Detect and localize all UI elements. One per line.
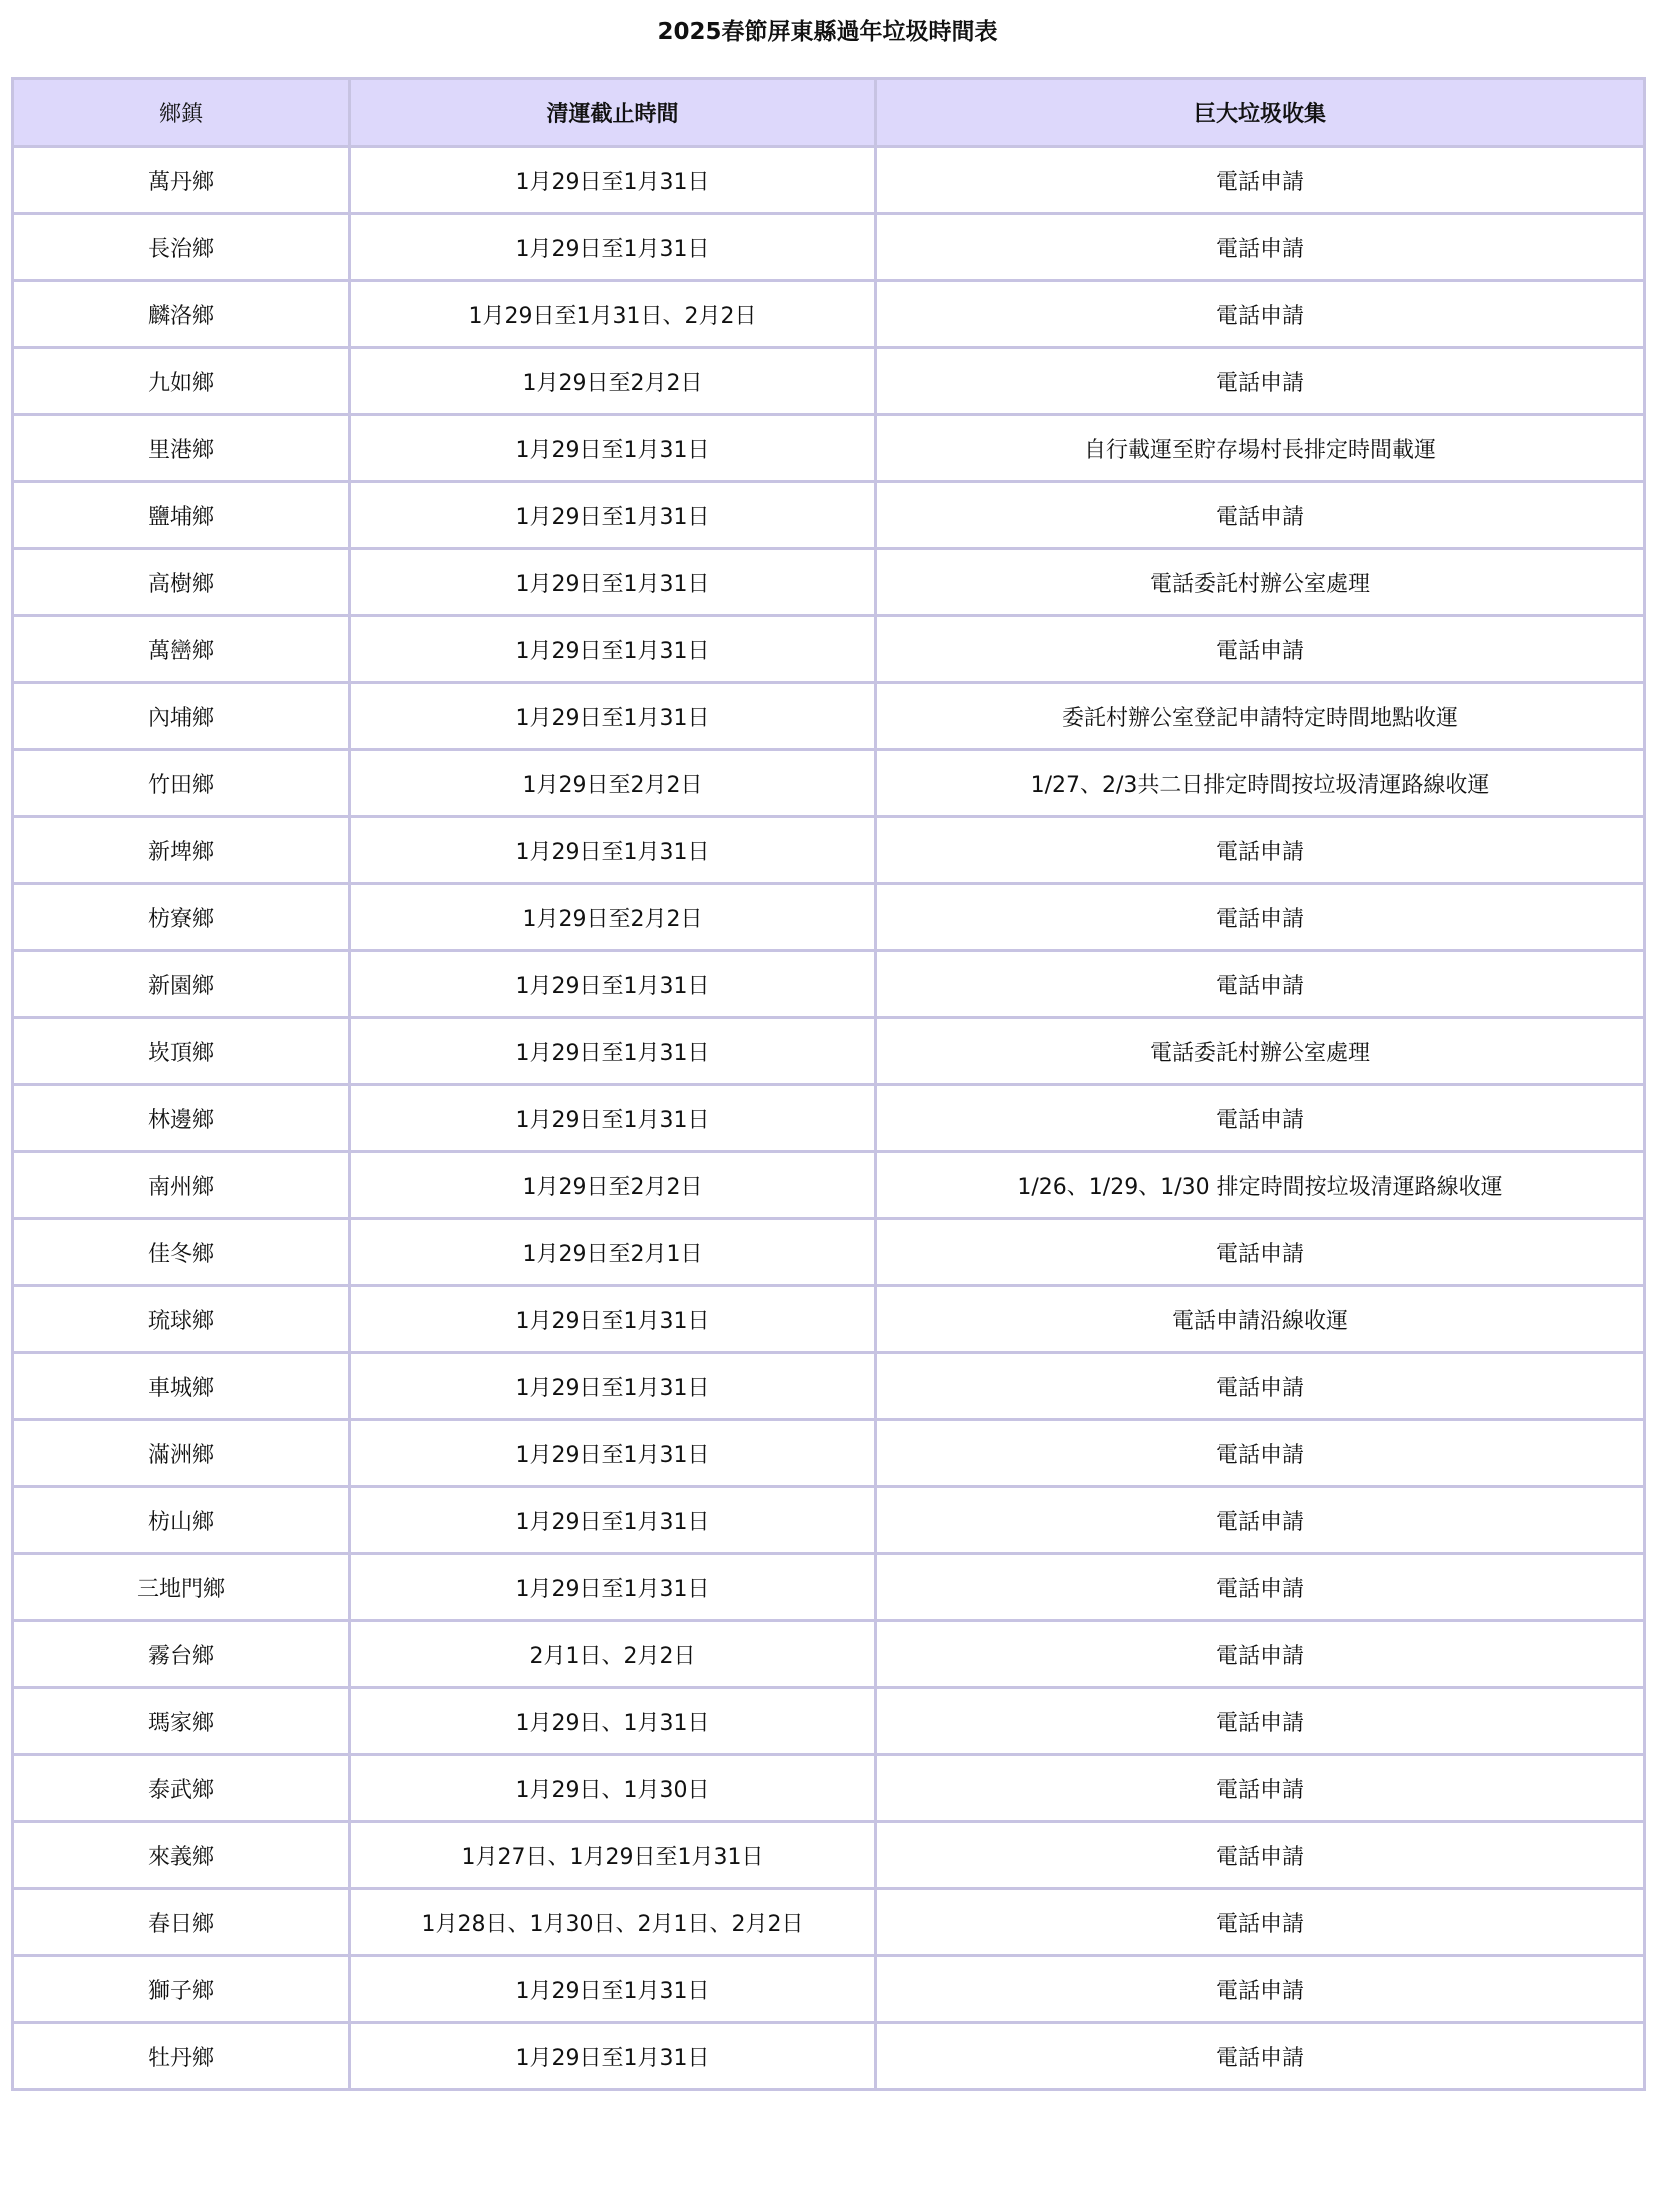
cell-collection-deadline: 1月29日至1月31日 xyxy=(350,482,876,549)
cell-township: 春日鄉 xyxy=(13,1889,350,1956)
cell-collection-deadline: 1月29日至1月31日 xyxy=(350,147,876,214)
cell-bulky-waste-collection: 電話委託村辦公室處理 xyxy=(876,1018,1645,1085)
cell-collection-deadline: 1月29日至1月31日 xyxy=(350,1018,876,1085)
table-row xyxy=(13,1688,1645,1755)
cell-township: 泰武鄉 xyxy=(13,1755,350,1822)
cell-township: 牡丹鄉 xyxy=(13,2023,350,2090)
cell-bulky-waste-collection: 電話申請 xyxy=(876,1755,1645,1822)
cell-township: 瑪家鄉 xyxy=(13,1688,350,1755)
cell-township: 獅子鄉 xyxy=(13,1956,350,2023)
garbage-schedule-table xyxy=(11,77,1646,2091)
table-row xyxy=(13,1755,1645,1822)
table-row xyxy=(13,1621,1645,1688)
cell-collection-deadline: 1月29日、1月31日 xyxy=(350,1688,876,1755)
cell-collection-deadline: 1月29日至1月31日 xyxy=(350,616,876,683)
table-row xyxy=(13,2023,1645,2090)
cell-township: 九如鄉 xyxy=(13,348,350,415)
table-row xyxy=(13,817,1645,884)
table-row xyxy=(13,884,1645,951)
cell-bulky-waste-collection: 1/27、2/3共二日排定時間按垃圾清運路線收運 xyxy=(876,750,1645,817)
cell-bulky-waste-collection: 電話申請沿線收運 xyxy=(876,1286,1645,1353)
cell-bulky-waste-collection: 電話申請 xyxy=(876,1621,1645,1688)
table-row xyxy=(13,1085,1645,1152)
table-row xyxy=(13,616,1645,683)
cell-township: 萬巒鄉 xyxy=(13,616,350,683)
cell-bulky-waste-collection: 電話申請 xyxy=(876,1554,1645,1621)
cell-township: 竹田鄉 xyxy=(13,750,350,817)
table-row xyxy=(13,348,1645,415)
cell-township: 林邊鄉 xyxy=(13,1085,350,1152)
cell-collection-deadline: 1月29日至1月31日 xyxy=(350,549,876,616)
header-township: 鄉鎮 xyxy=(13,79,350,147)
cell-bulky-waste-collection: 電話申請 xyxy=(876,2023,1645,2090)
cell-collection-deadline: 1月29日至1月31日 xyxy=(350,1286,876,1353)
cell-collection-deadline: 1月29日至1月31日 xyxy=(350,1085,876,1152)
cell-collection-deadline: 1月29日至1月31日 xyxy=(350,1487,876,1554)
cell-collection-deadline: 1月29日至1月31日 xyxy=(350,2023,876,2090)
header-bulky-waste-collection: 巨大垃圾收集 xyxy=(876,79,1645,147)
cell-collection-deadline: 1月29日至1月31日 xyxy=(350,817,876,884)
cell-collection-deadline: 1月29日至2月2日 xyxy=(350,750,876,817)
table-row xyxy=(13,1353,1645,1420)
cell-township: 新園鄉 xyxy=(13,951,350,1018)
cell-township: 崁頂鄉 xyxy=(13,1018,350,1085)
table-row xyxy=(13,750,1645,817)
cell-bulky-waste-collection: 電話申請 xyxy=(876,1822,1645,1889)
cell-township: 滿洲鄉 xyxy=(13,1420,350,1487)
table-row xyxy=(13,214,1645,281)
header-row xyxy=(13,79,1645,147)
cell-township: 南州鄉 xyxy=(13,1152,350,1219)
table-header xyxy=(13,79,1645,147)
cell-collection-deadline: 1月29日至1月31日 xyxy=(350,1554,876,1621)
cell-bulky-waste-collection: 電話申請 xyxy=(876,147,1645,214)
cell-bulky-waste-collection: 委託村辦公室登記申請特定時間地點收運 xyxy=(876,683,1645,750)
cell-collection-deadline: 1月27日、1月29日至1月31日 xyxy=(350,1822,876,1889)
cell-bulky-waste-collection: 電話申請 xyxy=(876,884,1645,951)
table-row xyxy=(13,482,1645,549)
cell-collection-deadline: 1月29日至1月31日 xyxy=(350,1956,876,2023)
table-row xyxy=(13,281,1645,348)
cell-township: 高樹鄉 xyxy=(13,549,350,616)
cell-bulky-waste-collection: 電話申請 xyxy=(876,1487,1645,1554)
table-row xyxy=(13,549,1645,616)
cell-bulky-waste-collection: 電話委託村辦公室處理 xyxy=(876,549,1645,616)
cell-township: 鹽埔鄉 xyxy=(13,482,350,549)
cell-collection-deadline: 1月29日至2月2日 xyxy=(350,884,876,951)
cell-collection-deadline: 1月29日至2月1日 xyxy=(350,1219,876,1286)
cell-collection-deadline: 1月29日至1月31日、2月2日 xyxy=(350,281,876,348)
table-row xyxy=(13,1487,1645,1554)
cell-bulky-waste-collection: 電話申請 xyxy=(876,348,1645,415)
cell-collection-deadline: 1月29日至1月31日 xyxy=(350,214,876,281)
table-row xyxy=(13,1018,1645,1085)
page-title: 2025春節屏東縣過年垃圾時間表 xyxy=(657,19,998,45)
cell-bulky-waste-collection: 電話申請 xyxy=(876,1889,1645,1956)
cell-collection-deadline: 1月29日至1月31日 xyxy=(350,1353,876,1420)
cell-bulky-waste-collection: 電話申請 xyxy=(876,214,1645,281)
table-row xyxy=(13,1420,1645,1487)
table-row xyxy=(13,683,1645,750)
table-row xyxy=(13,415,1645,482)
cell-collection-deadline: 1月29日至1月31日 xyxy=(350,683,876,750)
cell-bulky-waste-collection: 1/26、1/29、1/30 排定時間按垃圾清運路線收運 xyxy=(876,1152,1645,1219)
table-body xyxy=(13,147,1645,2090)
table-row xyxy=(13,1286,1645,1353)
cell-township: 萬丹鄉 xyxy=(13,147,350,214)
cell-township: 車城鄉 xyxy=(13,1353,350,1420)
cell-collection-deadline: 1月29日至2月2日 xyxy=(350,1152,876,1219)
cell-township: 里港鄉 xyxy=(13,415,350,482)
table-row xyxy=(13,1889,1645,1956)
cell-bulky-waste-collection: 電話申請 xyxy=(876,1353,1645,1420)
cell-township: 枋寮鄉 xyxy=(13,884,350,951)
cell-township: 枋山鄉 xyxy=(13,1487,350,1554)
cell-township: 長治鄉 xyxy=(13,214,350,281)
cell-bulky-waste-collection: 電話申請 xyxy=(876,482,1645,549)
table-row xyxy=(13,951,1645,1018)
table-row xyxy=(13,1152,1645,1219)
cell-bulky-waste-collection: 電話申請 xyxy=(876,281,1645,348)
cell-township: 三地門鄉 xyxy=(13,1554,350,1621)
cell-bulky-waste-collection: 電話申請 xyxy=(876,1085,1645,1152)
table-row xyxy=(13,1956,1645,2023)
cell-collection-deadline: 1月29日至1月31日 xyxy=(350,415,876,482)
cell-bulky-waste-collection: 電話申請 xyxy=(876,1956,1645,2023)
cell-collection-deadline: 1月28日、1月30日、2月1日、2月2日 xyxy=(350,1889,876,1956)
table-row xyxy=(13,147,1645,214)
cell-collection-deadline: 1月29日至1月31日 xyxy=(350,951,876,1018)
table-row xyxy=(13,1219,1645,1286)
cell-township: 來義鄉 xyxy=(13,1822,350,1889)
cell-bulky-waste-collection: 電話申請 xyxy=(876,616,1645,683)
cell-bulky-waste-collection: 電話申請 xyxy=(876,817,1645,884)
cell-township: 麟洛鄉 xyxy=(13,281,350,348)
cell-collection-deadline: 2月1日、2月2日 xyxy=(350,1621,876,1688)
cell-collection-deadline: 1月29日至1月31日 xyxy=(350,1420,876,1487)
cell-collection-deadline: 1月29日、1月30日 xyxy=(350,1755,876,1822)
cell-bulky-waste-collection: 電話申請 xyxy=(876,1688,1645,1755)
cell-bulky-waste-collection: 電話申請 xyxy=(876,1420,1645,1487)
table-row xyxy=(13,1822,1645,1889)
cell-township: 內埔鄉 xyxy=(13,683,350,750)
header-collection-deadline: 清運截止時間 xyxy=(350,79,876,147)
cell-bulky-waste-collection: 自行載運至貯存場村長排定時間載運 xyxy=(876,415,1645,482)
cell-collection-deadline: 1月29日至2月2日 xyxy=(350,348,876,415)
cell-township: 霧台鄉 xyxy=(13,1621,350,1688)
table-row xyxy=(13,1554,1645,1621)
cell-township: 琉球鄉 xyxy=(13,1286,350,1353)
cell-township: 新埤鄉 xyxy=(13,817,350,884)
cell-township: 佳冬鄉 xyxy=(13,1219,350,1286)
cell-bulky-waste-collection: 電話申請 xyxy=(876,1219,1645,1286)
cell-bulky-waste-collection: 電話申請 xyxy=(876,951,1645,1018)
